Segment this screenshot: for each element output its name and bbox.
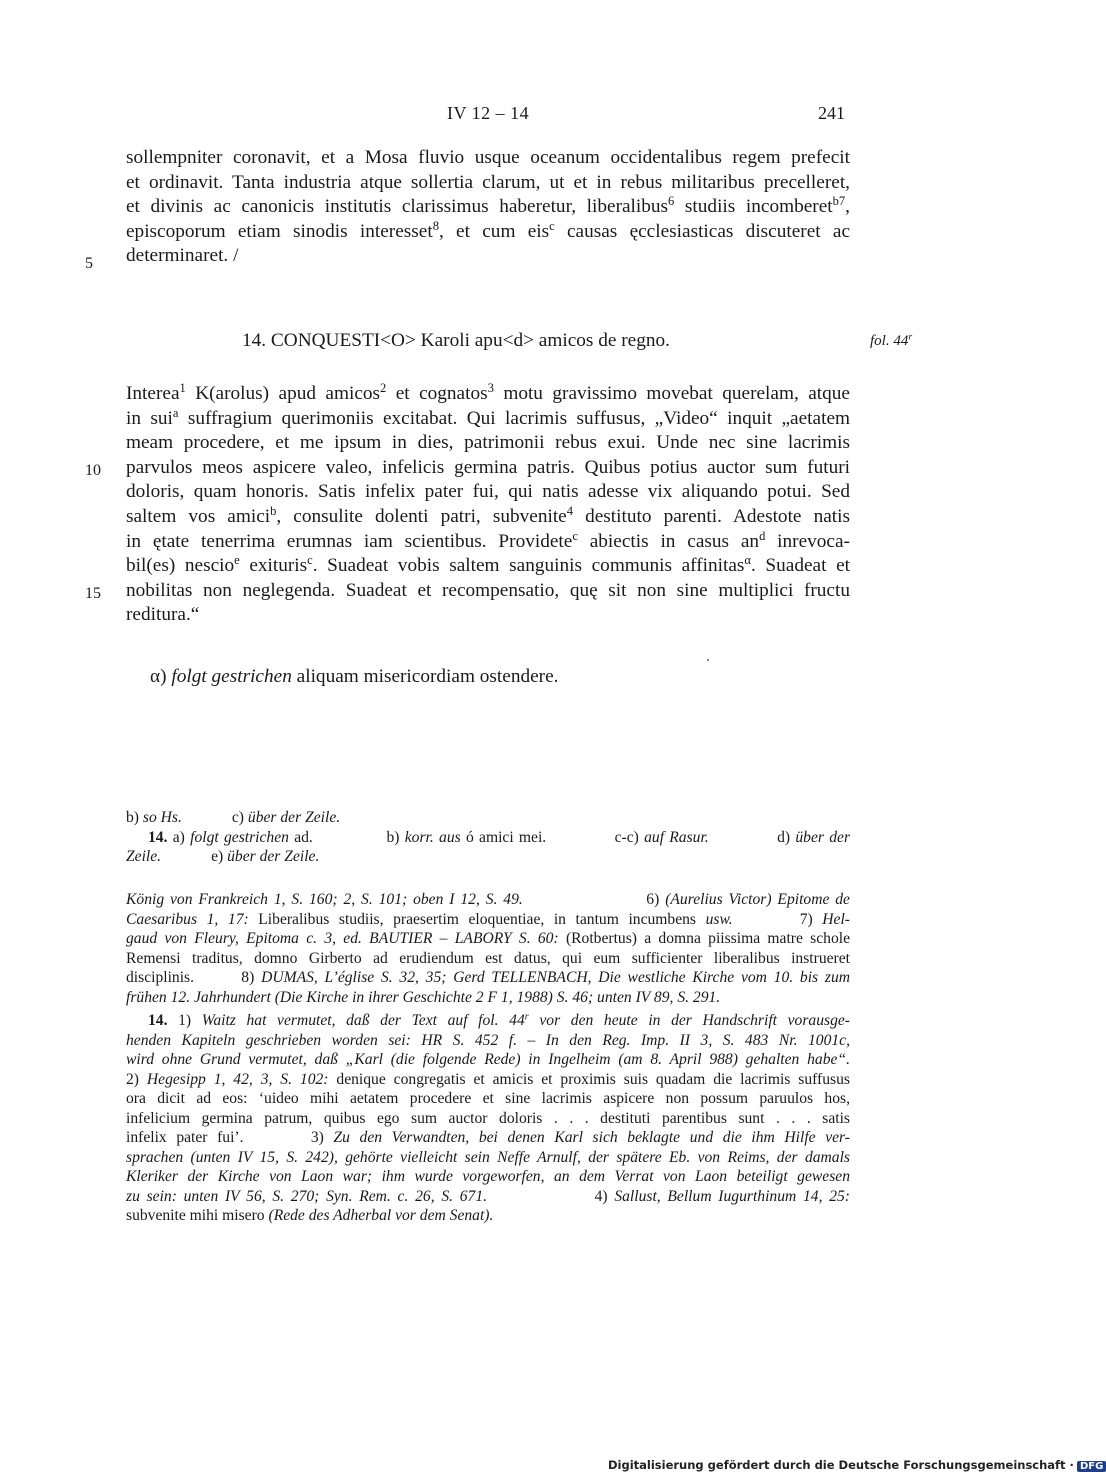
commentary-line: sprachen (unten IV 15, S. 242), gehörte vielleicht sein Neffe Arnulf, der spätere Eb. von Reims, der damals — [126, 1148, 850, 1166]
text-line: reditura.“ — [126, 604, 200, 626]
text-line: episcoporum etiam sinodis interesset$^8$, et cum eis$^c$ causas ęcclesiasticas discuteret ac — [126, 218, 851, 242]
paragraph-1 — [126, 146, 850, 269]
text-line: meam procedere, et me ipsum in dies, patrimonii rebus exui. Unde nec sine lacrimis — [126, 432, 850, 454]
text-line: in sui$^a$ suffragium querimoniis excitabat. Qui lacrimis suffusus, „Video“ inquit „aetatem — [126, 405, 851, 429]
dfg-logo: DFG — [1077, 1461, 1106, 1472]
digitization-footer — [608, 1458, 1106, 1472]
apparatus-line: 14. a) folgt gestrichen ad. b) korr. aus ó amici mei. c-c) auf Rasur. d) über der — [148, 828, 851, 846]
commentary-line: disciplinis. 8) DUMAS, L’église S. 32, 35; Gerd TELLENBACH, Die westliche Kirche vom 10. bis zum — [126, 969, 851, 986]
text-line: bil(es) nescio$^e$ exituris$^c$. Suadeat vobis saltem sanguinis communis affinitas$^\alpha$. Suadeat et — [126, 553, 850, 577]
commentary-line: zu sein: unten IV 56, S. 270; Syn. Rem. c. 26, S. 671. 4) Sallust, Bellum Iugurthinum 14, 25: — [126, 1187, 850, 1205]
line-number: 15 — [85, 585, 101, 602]
paragraph-2 — [126, 382, 850, 628]
folio-marginal-note: fol. 44$^r$ — [870, 331, 913, 349]
commentary-line: infelix pater fui’. 3) Zu den Verwandten, bei denen Karl sich beklagte und die ihm Hilfe ver- — [126, 1129, 850, 1146]
commentary-line: Caesaribus 1, 17: Liberalibus studiis, praesertim eloquentiae, in tantum incumbens usw. 7) Hel- — [126, 910, 850, 928]
text-line: et divinis ac canonicis institutis clarissimus haberetur, liberalibus$^6$ studiis incomberet$^{b7}$, — [126, 194, 850, 218]
commentary-line: frühen 12. Jahrhundert (Die Kirche in ihrer Geschichte 2 F 1, 1988) S. 46; unten IV 89, S. 291. — [126, 988, 721, 1006]
commentary-line: wird ohne Grund vermutet, daß „Karl (die folgende Rede) in Ingelheim (am 8. April 988) gehalten habe“. — [126, 1051, 850, 1068]
commentary-line: Remensi traditus, domno Girberto ad erudiendum est datus, qui eum sufficienter liberalibus instrueret — [126, 949, 850, 967]
variant-note: α) folgt gestrichen aliquam misericordiam ostendere. — [150, 666, 559, 687]
footer-text: Digitalisierung gefördert durch die Deutsche Forschungsgemeinschaft · — [608, 1458, 1074, 1472]
line-number: 5 — [85, 255, 93, 272]
commentary-notes — [126, 890, 850, 1226]
text-line: saltem vos amici$^b$, consulite dolenti patri, subvenite$^4$ destituto parenti. Adestote natis — [126, 504, 850, 527]
commentary-line: subvenite mihi misero (Rede des Adherbal vor dem Senat). — [126, 1207, 494, 1224]
text-line: nobilitas non neglegenda. Suadeat et recompensatio, quę sit non sine multiplici fructu — [126, 579, 850, 601]
commentary-line: henden Kapiteln geschrieben worden sei: HR S. 452 f. – In den Reg. Imp. II 3, S. 483 Nr. 1001c, — [126, 1031, 850, 1049]
critical-apparatus — [126, 808, 850, 867]
commentary-line: infelicium germina patrum, quibus ego sum auctor doloris . . . destituti parentibus sunt . . . satis — [126, 1109, 850, 1127]
commentary-line: gaud von Fleury, Epitoma c. 3, ed. BAUTIER – LABORY S. 60: (Rotbertus) a domna piissima matre schole — [126, 930, 850, 947]
commentary-line: König von Frankreich 1, S. 160; 2, S. 101; oben I 12, S. 49. 6) (Aurelius Victor) Epitome de — [126, 891, 850, 908]
text-line: parvulos meos aspicere valeo, infelicis germina patris. Quibus potius auctor sum futuri — [126, 456, 850, 478]
line-number: 10 — [85, 462, 101, 479]
text-line: et ordinavit. Tanta industria atque sollertia clarum, ut et in rebus militaribus precelleret, — [126, 171, 850, 193]
commentary-line: 2) Hegesipp 1, 42, 3, S. 102: denique congregatis et amicis et proximis suis quadam die lacrimis suffusus — [126, 1070, 850, 1088]
text-line: in ętate tenerrima erumnas iam scientibus. Providete$^c$ abiectis in casus $an^d$ inrevoca- — [126, 528, 850, 552]
text-line: determinaret. / — [126, 245, 239, 267]
commentary-line: ora dicit ad eos: ‘uideo mihi aetatem procedere et sine lacrimis aspicere non possum paruulos hos, — [126, 1090, 850, 1107]
chapter-heading: 14. CONQUESTI<O> Karoli apu<d> amicos de regno. — [242, 330, 670, 351]
commentary-line: 14. 1) Waitz hat vermutet, daß der Text auf fol. 44$^r$ vor den heute in der Handschrift vorausge- — [148, 1011, 850, 1029]
text-line: Interea$^1$ K(arolus) apud amicos$^2$ et cognatos$^3$ motu gravissimo movebat querelam, atque — [126, 381, 850, 404]
text-line: sollempniter coronavit, et a Mosa fluvio usque oceanum occidentalibus regem prefecit — [126, 147, 850, 168]
apparatus-line: Zeile. e) über der Zeile. — [126, 848, 320, 865]
commentary-line: Kleriker der Kirche von Laon war; ihm wurde vorgeworfen, an dem Verrat von Laon beteiligt gewesen — [126, 1168, 850, 1185]
page-number: 241 — [818, 103, 845, 123]
apparatus-line: b) so Hs. c) über der Zeile. — [126, 809, 341, 826]
running-head-title: IV 12 – 14 — [447, 103, 530, 123]
speck-mark — [707, 659, 709, 661]
text-line: doloris, quam honoris. Satis infelix pater fui, qui natis adesse vix aliquando potui. Sed — [126, 481, 850, 503]
